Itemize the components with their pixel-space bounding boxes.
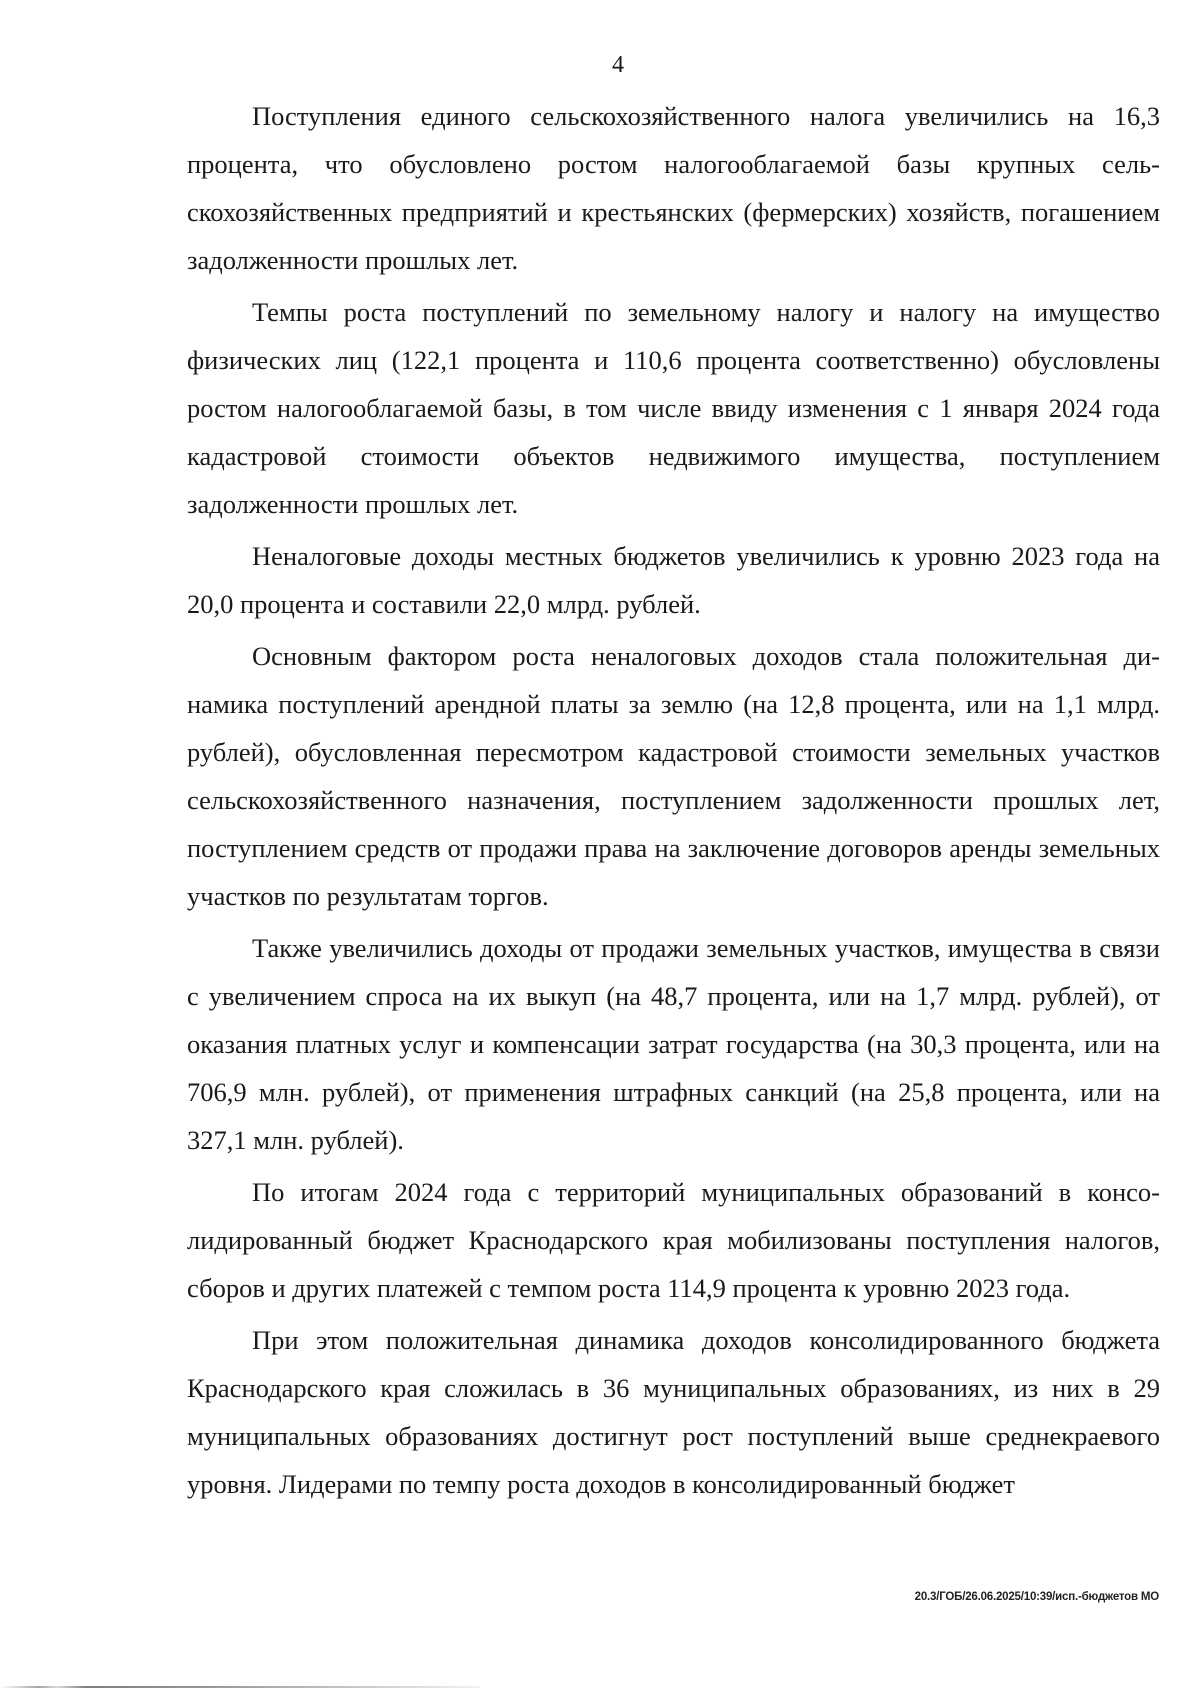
paragraph-mobilized-revenue: По итогам 2024 года с территорий муниципальных образований в консолидированный бюджет Краснодарского края мобилизованы поступления налогов, сборов и других платежей с темпом роста 114,9 процента к уровню 2023 года.	[187, 1177, 1160, 1303]
paragraph-agricultural-tax: Поступления единого сельскохозяйственного налога увеличились на 16,3 процента, что обусловлено ростом налогооблагаемой базы крупных сельскохозяйственных предприятий и крестьянских (фермерских) хозяйств, погашением задолженности прошлых лет.	[187, 101, 1160, 275]
document-body	[187, 92, 1160, 1508]
scan-edge-line	[0, 1686, 480, 1688]
page-number: 4	[612, 52, 624, 78]
paragraph-land-property-tax: Темпы роста поступлений по земельному налогу и налогу на имущество физических лиц (122,1 процента и 110,6 процента соответственно) обусловлены ростом налогооблагаемой базы, в том числе ввиду изменения с 1 января 2024 года кадастровой стоимости объектов недвижимого имущества, поступлением задолженности прошлых лет.	[187, 297, 1160, 519]
document-footer-code: 20.3/ГОБ/26.06.2025/10:39/исп.-бюджетов МО	[914, 1591, 1159, 1603]
paragraph-sales-revenue: Также увеличились доходы от продажи земельных участков, имущества в связи с увеличением спроса на их выкуп (на 48,7 процента, или на 1,7 млрд. рублей), от оказания платных услуг и компенсации затрат государства (на 30,3 процента, или на 706,9 млн. рублей), от применения штрафных санкций (на 25,8 процента, или на 327,1 млн. рублей).	[187, 933, 1160, 1155]
paragraph-non-tax-revenue: Неналоговые доходы местных бюджетов увеличились к уровню 2023 года на 20,0 процента и составили 22,0 млрд. рублей.	[187, 541, 1160, 619]
paragraph-positive-dynamics: При этом положительная динамика доходов консолидированного бюджета Краснодарского края сложилась в 36 муниципальных образованиях, из них в 29 муниципальных образованиях достигнут рост поступлений выше среднекраевого уровня. Лидерами по темпу роста доходов в консолидированный бюджет	[187, 1325, 1160, 1499]
paragraph-rent-growth: Основным фактором роста неналоговых доходов стала положительная динамика поступлений арендной платы за землю (на 12,8 процента, или на 1,1 млрд. рублей), обусловленная пересмотром кадастровой стоимости земельных участков сельскохозяйственного назначения, поступлением задолженности прошлых лет, поступлением средств от продажи права на заключение договоров аренды земельных участков по результатам торгов.	[187, 641, 1160, 911]
